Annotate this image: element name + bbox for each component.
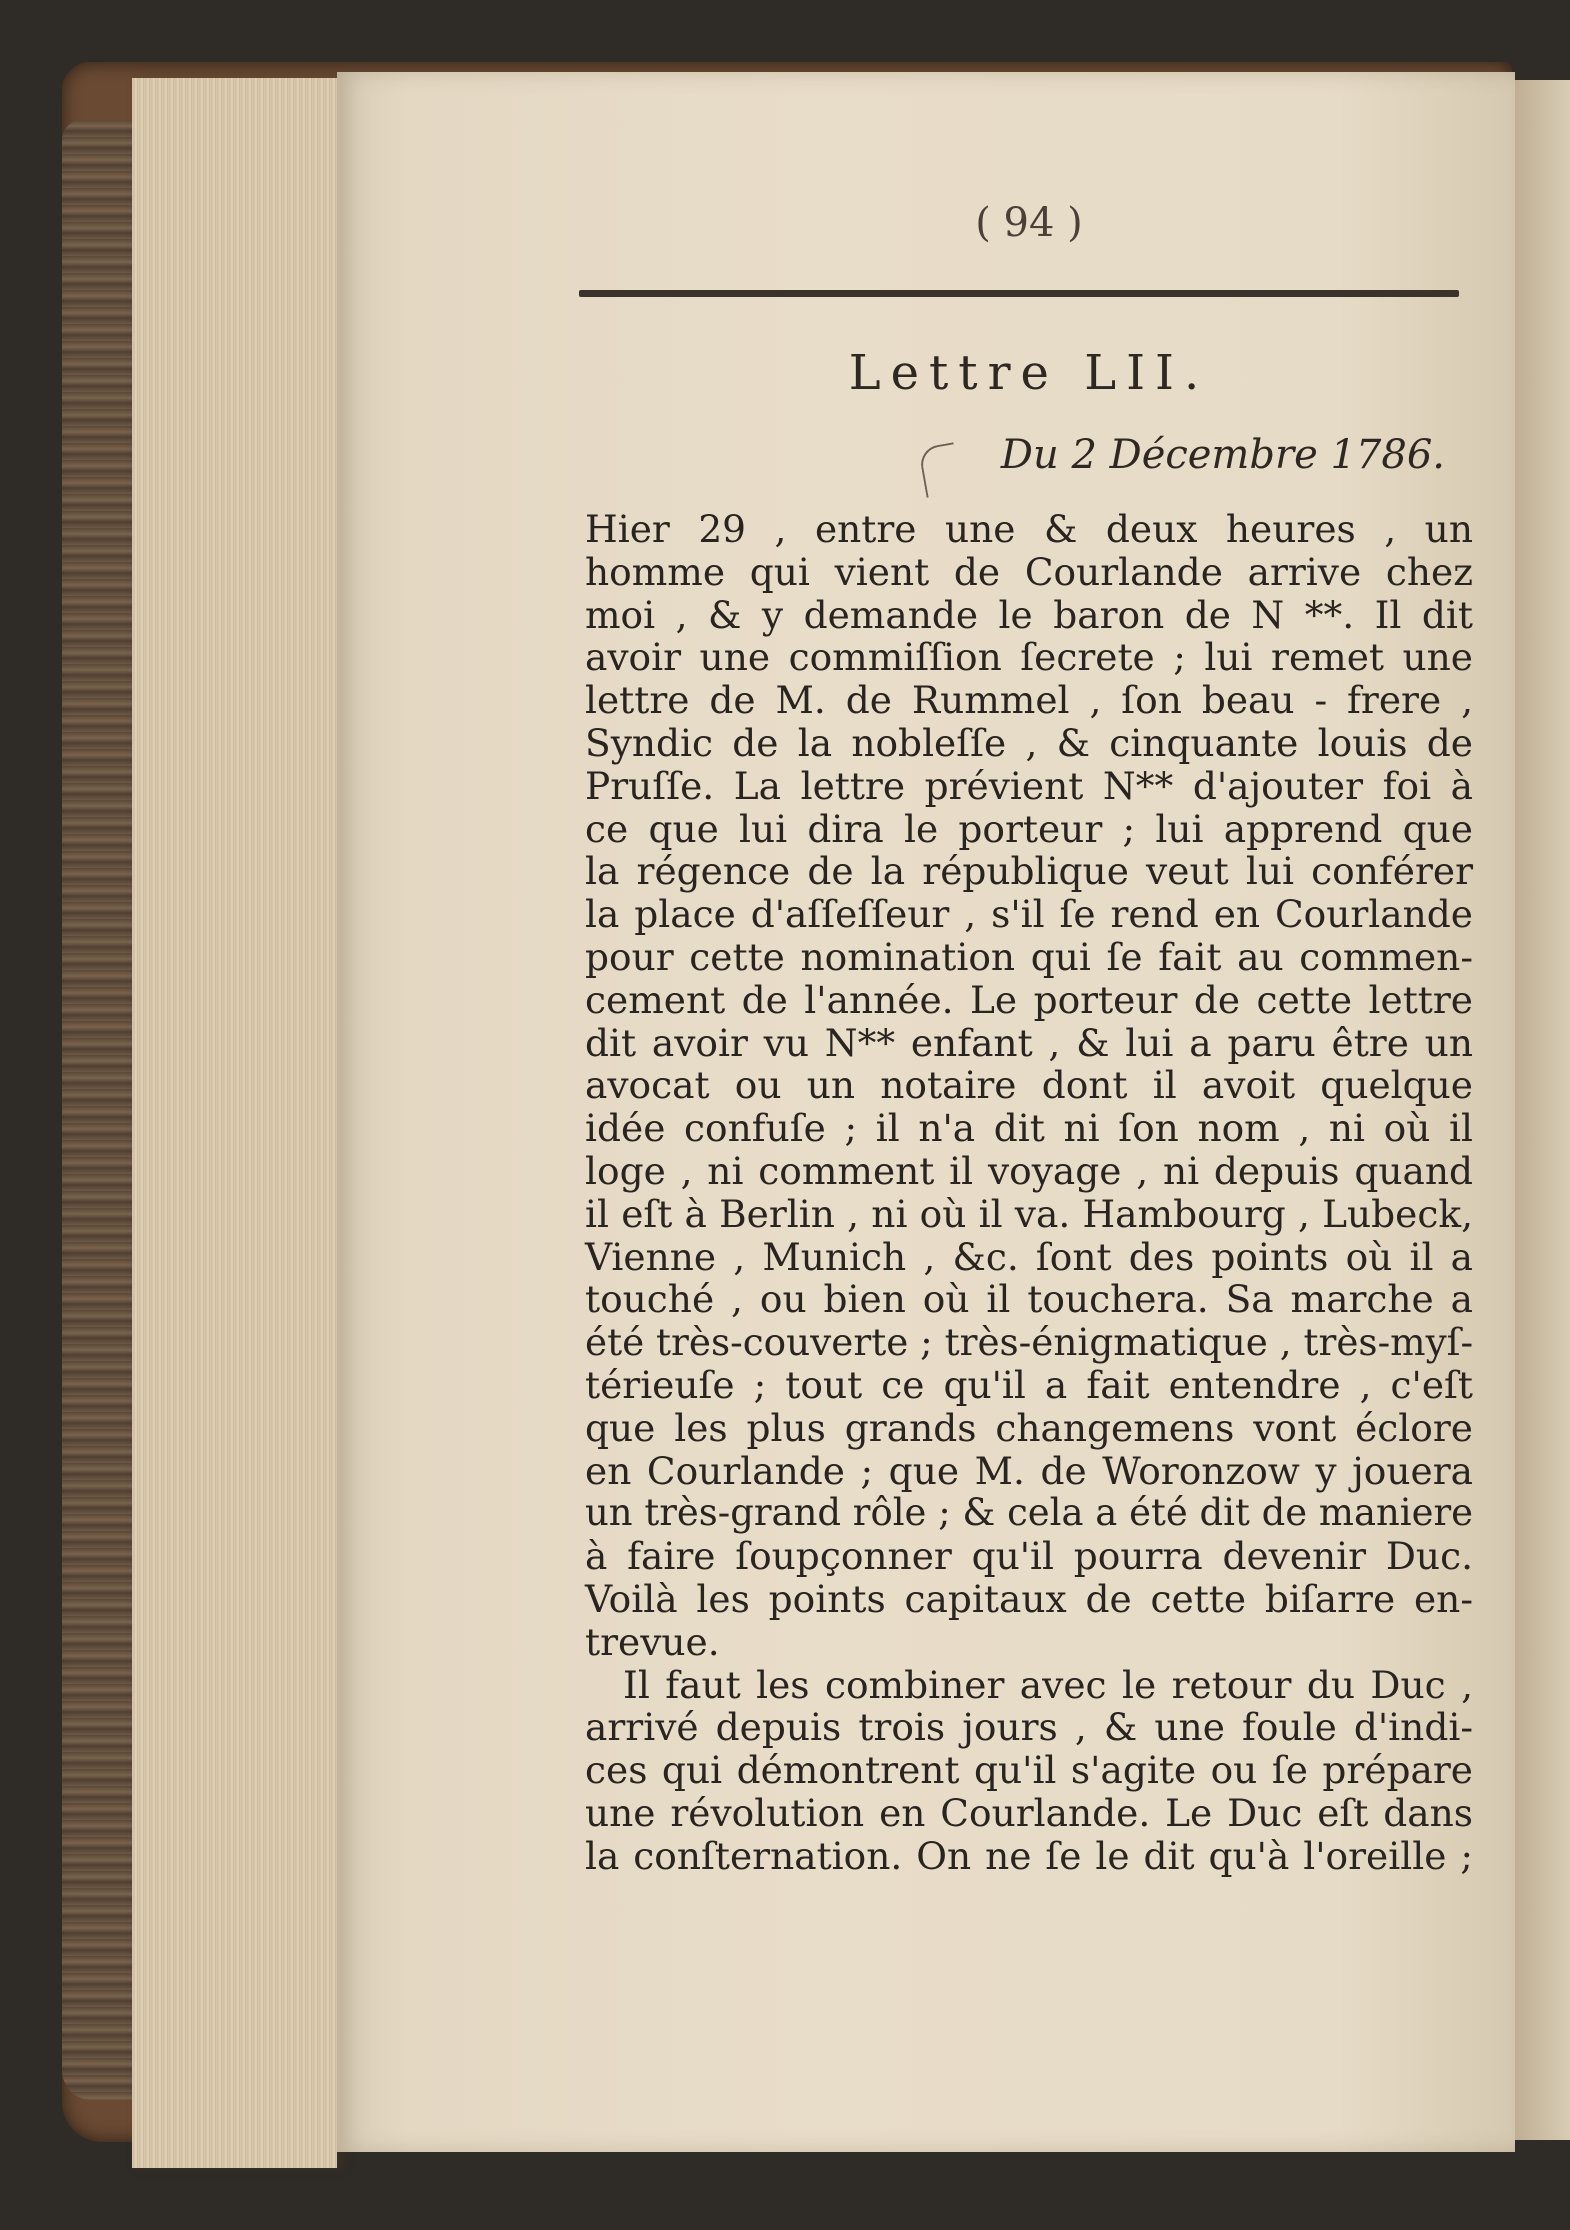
text-line: que les plus grands changemens vont éclore	[585, 1405, 1473, 1450]
facing-page-edge	[1515, 80, 1570, 2140]
text-line: avoir une commiſſion ſecrete ; lui remet une	[585, 635, 1473, 680]
text-line: il eſt à Berlin , ni où il va. Hambourg , Lubeck,	[585, 1191, 1473, 1236]
page-number: ( 94 )	[975, 200, 1083, 246]
text-line: la régence de la république veut lui conférer	[585, 849, 1473, 894]
text-line: pour cette nomination qui ſe fait au commen-	[585, 934, 1473, 979]
text-line: dit avoir vu N** enfant , & lui a paru être un	[585, 1020, 1473, 1065]
text-line: Voilà les points capitaux de cette biſarre en-	[585, 1576, 1473, 1621]
text-line: Vienne , Munich , &c. ſont des points où il a	[585, 1234, 1473, 1279]
letter-title: Lettre LII.	[848, 345, 1210, 401]
text-line: en Courlande ; que M. de Woronzow y jouera	[585, 1448, 1473, 1493]
text-line: Hier 29 , entre une & deux heures , un	[585, 507, 1473, 551]
text-line: homme qui vient de Courlande arrive chez	[585, 549, 1473, 594]
text-line: moi , & y demande le baron de N **. Il dit	[585, 592, 1473, 637]
letter-date: Du 2 Décembre 1786.	[1000, 432, 1445, 478]
paragraph-1	[585, 508, 1473, 1664]
paragraph-2	[585, 1664, 1473, 1878]
text-line: loge , ni comment il voyage , ni depuis quand	[585, 1148, 1473, 1193]
text-line: cement de l'année. Le porteur de cette lettre	[585, 977, 1473, 1022]
text-line: térieuſe ; tout ce qu'il a fait entendre , c'eſt	[585, 1362, 1473, 1407]
text-line: été très-couverte ; très-énigmatique , très-myſ-	[585, 1320, 1474, 1365]
text-line: la place d'aſſeſſeur , s'il ſe rend en Courlande	[585, 892, 1473, 937]
header-rule	[579, 290, 1459, 297]
text-line: la conſternation. On ne ſe le dit qu'à l'oreille ;	[585, 1833, 1473, 1878]
text-line: lettre de M. de Rummel , ſon beau - frere ,	[585, 678, 1473, 723]
text-line: trevue.	[585, 1619, 720, 1664]
text-line: Pruſſe. La lettre prévient N** d'ajouter foi à	[585, 763, 1473, 808]
page-edges	[132, 78, 337, 2168]
book-spine	[62, 120, 132, 2100]
text-line: à faire ſoupçonner qu'il pourra devenir Duc.	[585, 1534, 1473, 1579]
text-line: ce que lui dira le porteur ; lui apprend que	[585, 806, 1473, 851]
text-line: arrivé depuis trois jours , & une foule d'indi-	[585, 1705, 1473, 1750]
text-line: un très-grand rôle ; & cela a été dit de maniere	[585, 1491, 1473, 1535]
text-line: Syndic de la nobleſſe , & cinquante louis de	[585, 720, 1473, 765]
letter-body	[585, 508, 1473, 1878]
text-line: idée confuſe ; il n'a dit ni ſon nom , ni où il	[585, 1106, 1473, 1151]
text-line: touché , ou bien où il touchera. Sa marche a	[585, 1277, 1473, 1322]
text-line: avocat ou un notaire dont il avoit quelque	[585, 1063, 1473, 1108]
text-line: une révolution en Courlande. Le Duc eſt dans	[585, 1790, 1473, 1835]
text-line: ces qui démontrent qu'il s'agite ou ſe prépare	[585, 1748, 1473, 1793]
text-line: Il faut les combiner avec le retour du Duc ,	[623, 1662, 1473, 1707]
